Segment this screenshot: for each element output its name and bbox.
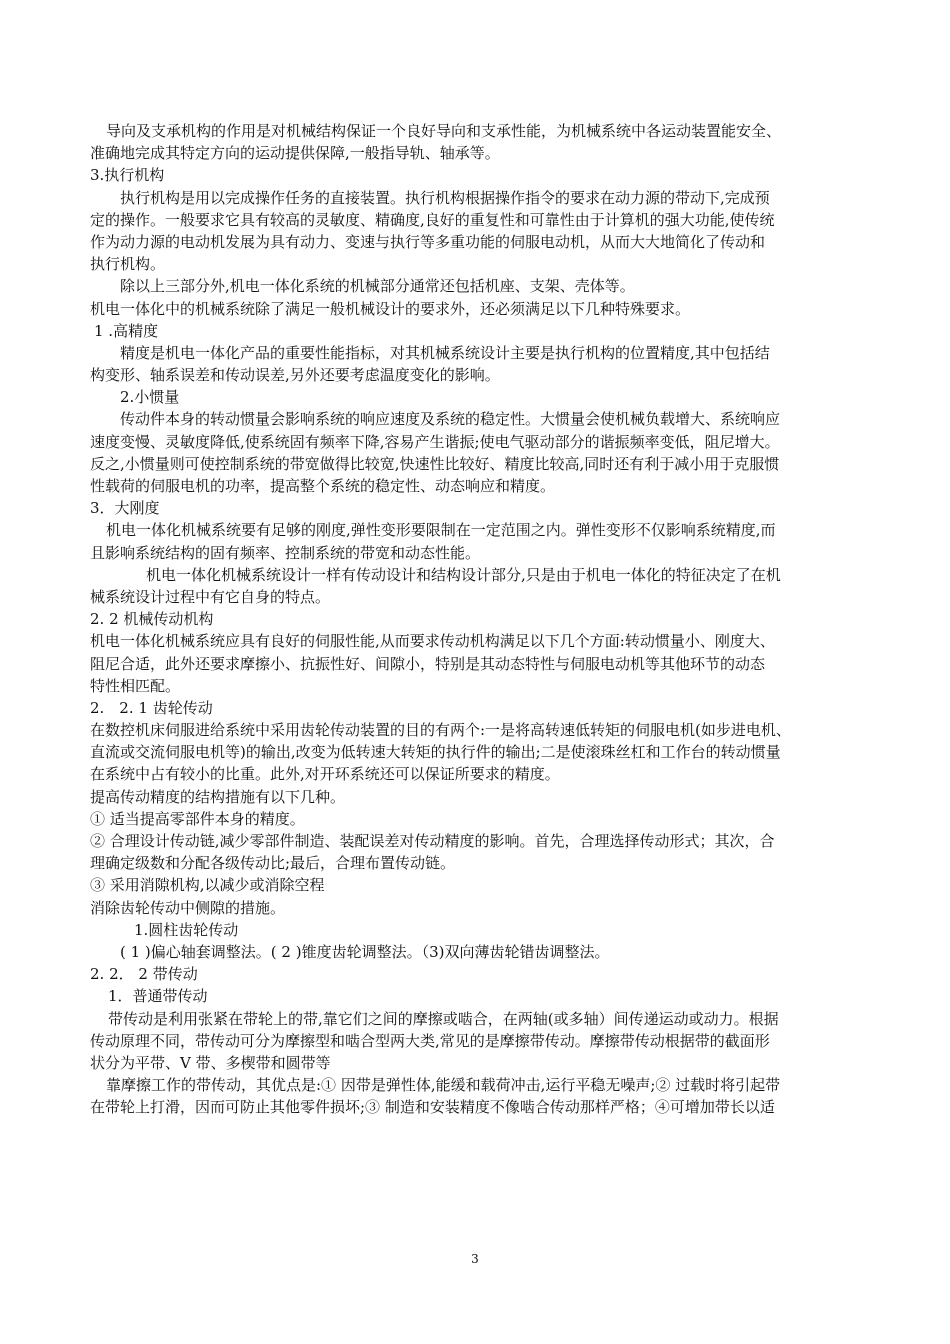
text-line: 执行机构是用以完成操作任务的直接装置。执行机构根据操作指令的要求在动力源的带动下,完成预 (120, 188, 770, 207)
text-line: ② 合理设计传动链,减少零部件制造、装配误差对传动精度的影响。首先，合理选择传动形式；其次，合 (90, 832, 775, 850)
text-line: 机电一体化机械系统要有足够的刚度,弹性变形要限制在一定范围之内。弹性变形不仅影响系统精度,而 (106, 521, 776, 540)
text-line: 速度变慢、灵敏度降低,使系统固有频率下降,容易产生谐振;使电气驱动部分的谐振频率变低，阻尼增大。 (90, 432, 780, 451)
text-line: 在数控机床伺服进给系统中采用齿轮传动装置的目的有两个:一是将高转速低转矩的伺服电机(如步进电机、 (90, 721, 791, 740)
text-line: 精度是机电一体化产品的重要性能指标，对其机械系统设计主要是执行机构的位置精度,其中包括结 (120, 343, 770, 362)
text-line: 1．普通带传动 (108, 987, 208, 1006)
text-line: 械系统设计过程中有它自身的特点。 (90, 587, 331, 606)
text-line: 构变形、轴系误差和传动误差,另外还要考虑温度变化的影响。 (90, 366, 500, 385)
text-line: ① 适当提高零部件本身的精度。 (90, 809, 305, 828)
text-line: 作为动力源的电动机发展为具有动力、变速与执行等多重功能的伺服电动机，从而大大地简化了传动和 (90, 232, 766, 251)
text-line: 在系统中占有较小的比重。此外,对开环系统还可以保证所要求的精度。 (90, 765, 560, 784)
text-line: 机电一体化中的机械系统除了满足一般机械设计的要求外，还必须满足以下几种特殊要求。 (90, 299, 691, 318)
text-line: 带传动是利用张紧在带轮上的带,靠它们之间的摩擦或啮合，在两轴(或多轴）间传递运动或动力。根据 (108, 1009, 779, 1028)
text-line: 1 .高精度 (94, 321, 159, 340)
text-line: 反之,小惯量则可使控制系统的带宽做得比较宽,快速性比较好、精度比较高,同时还有利于减小用于克服惯 (90, 454, 780, 473)
text-line: 理确定级数和分配各级传动比;最后，合理布置传动链。 (90, 854, 456, 873)
body-text (90, 120, 870, 1118)
text-line: 在带轮上打滑，因而可防止其他零件损坏;③ 制造和安装精度不像啮合传动那样严格；④可增加带长以适 (90, 1098, 775, 1117)
text-line: 直流或交流伺服电机等)的输出,改变为低转速大转矩的执行件的输出;二是使滚珠丝杠和工作台的转动惯量 (90, 743, 781, 762)
text-line: 传动件本身的转动惯量会影响系统的响应速度及系统的稳定性。大惯量会使机械负载增大、系统响应 (120, 410, 781, 429)
text-line: 导向及支承机构的作用是对机械结构保证一个良好导向和支承性能，为机械系统中各运动装置能安全、 (106, 122, 782, 140)
text-line: 定的操作。一般要求它具有较高的灵敏度、精确度,良好的重复性和可靠性由于计算机的强大功能,使传统 (90, 210, 775, 229)
text-line: 2. 2 机械传动机构 (90, 610, 214, 629)
text-line: 准确地完成其特定方向的运动提供保障,一般指导轨、轴承等。 (90, 144, 500, 163)
text-line: 特性相匹配。 (90, 676, 181, 695)
text-line: 提高传动精度的结构措施有以下几种。 (90, 787, 346, 806)
text-line: 靠摩擦工作的带传动，其优点是:① 因带是弹性体,能缓和载荷冲击,运行平稳无噪声;② 过载时将引起带 (106, 1076, 781, 1095)
text-line: 2.小惯量 (120, 388, 180, 407)
text-line: 机电一体化机械系统应具有良好的伺服性能,从而要求传动机构满足以下几个方面:转动惯量小、刚度大、 (90, 632, 775, 651)
text-line: 执行机构。 (90, 255, 166, 274)
text-line: 3.执行机构 (90, 166, 165, 185)
text-line: 1.圆柱齿轮传动 (134, 920, 239, 939)
text-line: 2. 2. 1 齿轮传动 (90, 698, 213, 717)
text-line: 机电一体化机械系统设计一样有传动设计和结构设计部分,只是由于机电一体化的特征决定了在机 (146, 565, 781, 584)
text-line: 且影响系统结构的固有频率、控制系统的带宽和动态性能。 (90, 543, 481, 562)
text-line: 2. 2． 2 带传动 (90, 965, 198, 984)
text-line: 消除齿轮传动中侧隙的措施。 (90, 898, 286, 917)
text-line: ③ 采用消隙机构,以减少或消除空程 (90, 876, 325, 895)
text-line: 传动原理不同，带传动可分为摩擦型和啮合型两大类,常见的是摩擦带传动。摩擦带传动根据带的截面形 (90, 1031, 770, 1050)
text-line: 除以上三部分外,机电一体化系统的机械部分通常还包括机座、支架、壳体等。 (120, 277, 635, 296)
text-line: 阻尼合适，此外还要求摩擦小、抗振性好、间隙小，特别是其动态特性与伺服电动机等其他环节的动态 (90, 654, 766, 673)
text-line: 性载荷的伺服电机的功率，提高整个系统的稳定性、动态响应和精度。 (90, 477, 556, 495)
text-line: 3．大刚度 (90, 499, 160, 518)
text-line: ( 1 )偏心轴套调整法。( 2 )锥度齿轮调整法。（3)双向薄齿轮错齿调整法。 (120, 942, 610, 961)
text-line: 状分为平带、V 带、多楔带和圆带等 (90, 1053, 331, 1072)
page-number: 3 (471, 1252, 479, 1266)
